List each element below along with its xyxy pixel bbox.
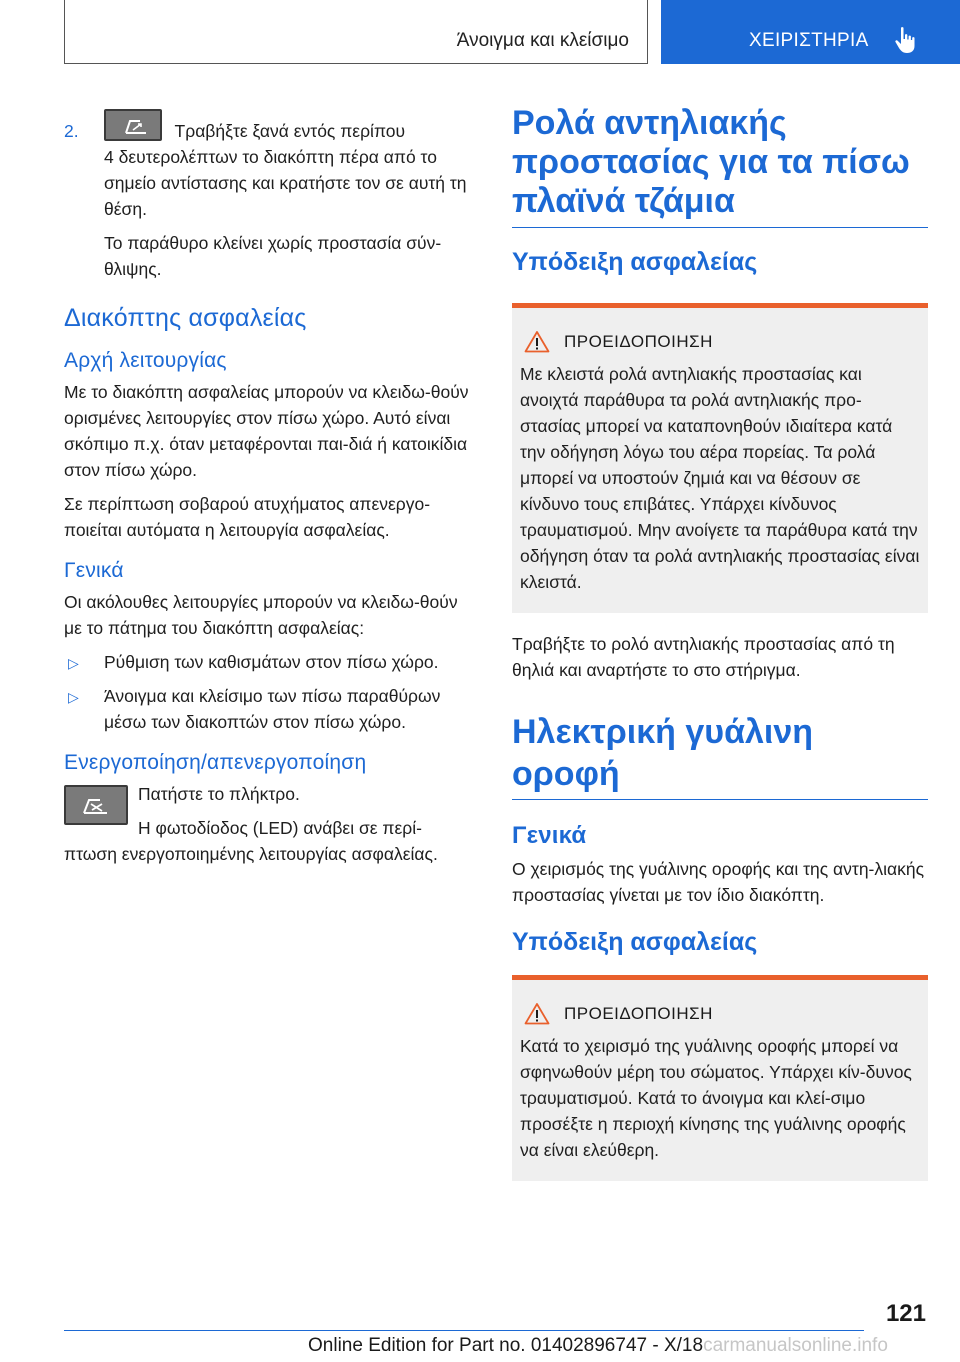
warning-title: ΠΡΟΕΙΔΟΠΟΙΗΣΗ xyxy=(564,1003,713,1023)
step-number: 2. xyxy=(64,121,79,141)
warning-box-1 xyxy=(512,303,928,613)
page-number: 121 xyxy=(885,1300,926,1327)
bullet-text: Άνοιγμα και κλείσιμο των πίσω παραθύρων μέσω των διακοπτών στον πίσω χώρο. xyxy=(104,686,441,732)
heading-activation: Ενεργοποίηση/απενεργοποίηση xyxy=(64,751,367,774)
principle-paragraph-1: Με το διακόπτη ασφαλείας μπορούν να κλειδω-θούν ορισμένες λειτουργίες στον πίσω χώρο. Αυτό είναι σκόπιμο π.χ. όταν μεταφέρονται παι-διά ή κατοικίδια στον πίσω χώρο. xyxy=(64,382,469,480)
general-paragraph: Οι ακόλουθες λειτουργίες μπορούν να κλειδω-θούν με το πάτημα του διακόπτη ασφαλείας: xyxy=(64,592,458,638)
section-title-sunblinds: Ρολά αντηλιακής προστασίας για τα πίσω πλαϊνά τζάμια xyxy=(512,104,928,228)
principle-paragraph-2: Σε περίπτωση σοβαρού ατυχήματος απενεργο-ποιείται αυτόματα η λειτουργία ασφαλείας. xyxy=(64,494,431,540)
heading-general: Γενικά xyxy=(64,559,124,582)
section-title: Άνοιγμα και κλείσιμο xyxy=(456,30,629,51)
warning-title: ΠΡΟΕΙΔΟΠΟΙΗΣΗ xyxy=(564,331,713,351)
heading-safety-switch: Διακόπτης ασφαλείας xyxy=(64,304,307,332)
section-title-glass-roof: Ηλεκτρική γυάλινη οροφή xyxy=(512,711,928,800)
step-2 xyxy=(64,118,474,282)
heading-general-roof: Γενικά xyxy=(512,822,587,849)
warning-box-2 xyxy=(512,975,928,1181)
warning-text: Κατά το χειρισμό της γυάλινης οροφής μπορεί να σφηνωθούν μέρη του σώματος. Υπάρχει κίν-δυνος τραυματισμού. Κατά το άνοιγμα και κλεί-σιμο προσέξτε η περιοχή κίνησης της γυάλινης οροφής να είναι ελεύθερη. xyxy=(520,1036,912,1160)
sunblind-instruction: Τραβήξτε το ρολό αντηλιακής προστασίας από τη θηλιά και αναρτήστε το στο στήριγμα. xyxy=(512,634,895,680)
warning-triangle-icon xyxy=(524,330,550,353)
window-switch-button-icon xyxy=(104,109,162,141)
chapter-tab[interactable] xyxy=(661,0,960,64)
triangle-bullet-icon: ▷ xyxy=(68,655,79,671)
warning-header xyxy=(524,1002,920,1025)
warning-text: Με κλειστά ρολά αντηλιακής προστασίας και ανοιχτά παράθυρα τα ρολά αντηλιακής προ-στασίας μπορεί να καταπονηθούν ιδιαίτερα κατά την οδήγηση λόγω του αέρα πορείας. Τα ρολά μπορεί να υποστούν ζημιά και να θέσουν σε κίνδυνο τους επιβάτες. Υπάρχει κίνδυνος τραυματισμού. Μην ανοίγετε τα παράθυρα κατά την οδήγηση όταν τα ρολά αντηλιακής προστασίας είναι κλειστά. xyxy=(520,364,920,592)
step-result: Το παράθυρο κλείνει χωρίς προστασία σύν-θλιψης. xyxy=(104,233,442,279)
step-text-rest: 4 δευτερολέπτων το διακόπτη πέρα από το σημείο αντίστασης και κρατήστε τον σε αυτή τη θέση. xyxy=(104,147,467,219)
heading-safety-note-2: Υπόδειξη ασφαλείας xyxy=(512,928,758,956)
warning-header xyxy=(524,330,920,353)
footer-edition xyxy=(308,1335,888,1357)
roof-general-paragraph: Ο χειρισμός της γυάλινης οροφής και της αντη-λιακής προστασίας γίνεται με τον ίδιο διακόπτη. xyxy=(512,859,925,905)
activation-paragraph: Η φωτοδίοδος (LED) ανάβει σε περί-πτωση ενεργοποιημένης λειτουργίας ασφαλείας. xyxy=(64,818,438,864)
heading-principle: Αρχή λειτουργίας xyxy=(64,349,227,372)
hand-pointer-icon xyxy=(893,26,919,54)
safety-switch-button-icon xyxy=(64,785,128,825)
right-column xyxy=(512,104,928,1199)
triangle-bullet-icon: ▷ xyxy=(68,689,79,705)
bullet-text: Ρύθμιση των καθισμάτων στον πίσω χώρο. xyxy=(104,652,439,672)
heading-safety-note-1: Υπόδειξη ασφαλείας xyxy=(512,248,758,276)
step-text-first xyxy=(104,118,474,144)
chapter-label: ΧΕΙΡΙΣΤΗΡΙΑ xyxy=(749,30,869,51)
running-header xyxy=(64,0,648,64)
edition-text: Online Edition for Part no. 01402896747 - X/18 xyxy=(308,1335,704,1356)
list-item xyxy=(64,683,474,735)
watermark-text: carmanualsonline.info xyxy=(703,1335,888,1356)
left-column xyxy=(64,118,474,875)
warning-triangle-icon xyxy=(524,1002,550,1025)
list-item xyxy=(64,649,474,675)
footer-rule xyxy=(64,1330,864,1331)
step-line-1: Τραβήξτε ξανά εντός περίπου xyxy=(174,121,406,141)
activation-line-1: Πατήστε το πλήκτρο. xyxy=(138,784,300,804)
